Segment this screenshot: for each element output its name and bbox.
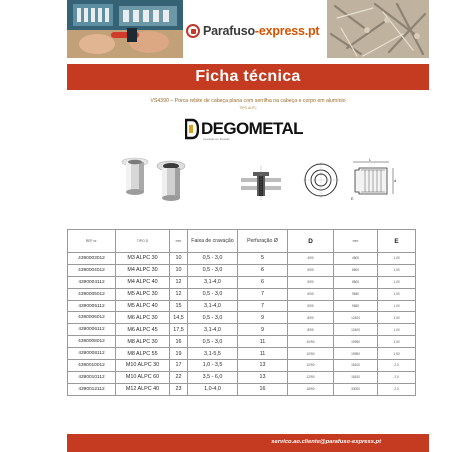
table-cell: 3,1-4,0 xyxy=(188,300,238,312)
logo-accent: -express.pt xyxy=(254,24,320,38)
table-row xyxy=(68,348,416,360)
table-cell: M10 ALPC 30 xyxy=(116,360,170,372)
table-cell: 14,5 xyxy=(170,312,188,324)
col-d: D xyxy=(288,230,334,253)
table-cell: 10/90 xyxy=(288,336,334,348)
table-cell: 16/90 xyxy=(288,383,334,395)
site-logo[interactable] xyxy=(186,24,319,38)
table-cell: 6/90 xyxy=(288,300,334,312)
table-row xyxy=(68,360,416,372)
table-cell: 4390003012 xyxy=(68,253,116,265)
table-cell: 17,5 xyxy=(170,324,188,336)
table-cell: M5 ALPC 40 xyxy=(116,300,170,312)
table-cell: 11 xyxy=(238,348,288,360)
table-cell: 19950 xyxy=(334,348,378,360)
table-cell: 0,5 - 3,0 xyxy=(188,264,238,276)
table-cell: 10 xyxy=(170,253,188,265)
table-cell: 13 xyxy=(238,360,288,372)
product-type-note: TIPO ALPC xyxy=(239,106,257,110)
table-cell: 1,00 xyxy=(378,276,416,288)
table-cell: 19950 xyxy=(334,336,378,348)
table-cell: 6 xyxy=(238,276,288,288)
table-cell: 10 xyxy=(170,264,188,276)
table-cell: M6 ALPC 45 xyxy=(116,324,170,336)
document-page xyxy=(23,0,429,452)
table-row xyxy=(68,336,416,348)
table-cell: 9650 xyxy=(334,300,378,312)
table-row xyxy=(68,253,416,265)
table-cell: 1,00 xyxy=(378,336,416,348)
table-row xyxy=(68,288,416,300)
degometal-logo-mark-icon xyxy=(185,118,199,140)
table-cell: 10/90 xyxy=(288,348,334,360)
table-cell: 9 xyxy=(238,312,288,324)
table-cell: M8 ALPC 30 xyxy=(116,336,170,348)
brand-tagline: Inovação em Fixação xyxy=(203,137,230,141)
table-cell: 4390004012 xyxy=(68,264,116,276)
table-cell: 18100 xyxy=(334,360,378,372)
table-cell: 4390008012 xyxy=(68,336,116,348)
table-cell: 9650 xyxy=(334,288,378,300)
table-cell: 0,5 - 3,0 xyxy=(188,336,238,348)
table-cell: 15 xyxy=(170,300,188,312)
table-cell: 11 xyxy=(238,336,288,348)
table-cell: 8800 xyxy=(334,264,378,276)
table-body xyxy=(68,253,416,396)
brand-name: DEGOMETAL xyxy=(201,119,303,138)
parafuso-logo-mark-icon xyxy=(186,24,200,38)
table-cell: 12400 xyxy=(334,324,378,336)
table-cell: 7 xyxy=(238,288,288,300)
table-cell: 1,00 xyxy=(378,300,416,312)
table-cell: 12/90 xyxy=(288,371,334,383)
table-cell: 4390006112 xyxy=(68,324,116,336)
table-cell: 23 xyxy=(170,383,188,395)
contact-email-link[interactable]: servico.ao.cliente@parafuso-express.pt xyxy=(271,439,381,445)
logo-main: Parafuso xyxy=(203,24,255,38)
table-cell: 5/90 xyxy=(288,264,334,276)
table-cell: 8/90 xyxy=(288,312,334,324)
table-cell: 4390012112 xyxy=(68,383,116,395)
table-cell: M4 ALPC 30 xyxy=(116,264,170,276)
svg-text:L: L xyxy=(369,158,372,162)
rivet-nut-photo-icon xyxy=(113,154,197,210)
table-cell: M8 ALPC 55 xyxy=(116,348,170,360)
page-title: Ficha técnica xyxy=(195,68,301,85)
table-cell: 1,00 xyxy=(378,264,416,276)
product-description: VS4390 – Porca rebite de cabeça plana com serrilha na cabeça e corpo em alumínio xyxy=(150,98,346,104)
col-e: E xyxy=(378,230,416,253)
table-cell: 16 xyxy=(170,336,188,348)
table-cell: 4/90 xyxy=(288,253,334,265)
table-cell: 1,00 xyxy=(378,324,416,336)
title-band xyxy=(67,64,429,90)
table-cell: 6/90 xyxy=(288,288,334,300)
table-header-row xyxy=(68,230,416,253)
table-cell: M10 ALPC 60 xyxy=(116,371,170,383)
col-mm: mm xyxy=(170,230,188,253)
spec-table xyxy=(67,229,416,396)
table-cell: 0,5 - 3,0 xyxy=(188,312,238,324)
table-cell: 16 xyxy=(238,383,288,395)
table-cell: 3,1-4,0 xyxy=(188,276,238,288)
table-row xyxy=(68,264,416,276)
table-cell: 22 xyxy=(170,371,188,383)
table-cell: 12 xyxy=(170,288,188,300)
spec-table-container xyxy=(67,229,415,396)
table-cell: M3 ALPC 30 xyxy=(116,253,170,265)
table-cell: 12/90 xyxy=(288,360,334,372)
table-cell: 4390005012 xyxy=(68,288,116,300)
table-row xyxy=(68,276,416,288)
table-cell: 4390010012 xyxy=(68,360,116,372)
table-cell: 7 xyxy=(238,300,288,312)
tools-photo xyxy=(67,0,183,58)
table-cell: 4390005112 xyxy=(68,300,116,312)
table-cell: 4800 xyxy=(334,253,378,265)
table-cell: 18100 xyxy=(334,371,378,383)
table-cell: 2,0 xyxy=(378,360,416,372)
table-cell: 2,0 xyxy=(378,383,416,395)
table-cell: M4 ALPC 40 xyxy=(116,276,170,288)
table-row xyxy=(68,300,416,312)
table-cell: 5/90 xyxy=(288,276,334,288)
dimension-diagram-icon xyxy=(349,158,399,204)
table-cell: 1,0-4,0 xyxy=(188,383,238,395)
table-cell: 19 xyxy=(170,348,188,360)
table-cell: 1,00 xyxy=(378,253,416,265)
table-cell: 13 xyxy=(238,371,288,383)
svg-text:E: E xyxy=(351,196,354,201)
table-cell: 4390006012 xyxy=(68,312,116,324)
table-cell: 1,00 xyxy=(378,312,416,324)
table-cell: 12 xyxy=(170,276,188,288)
product-images xyxy=(67,148,429,218)
table-row xyxy=(68,371,416,383)
table-cell: 8/90 xyxy=(288,324,334,336)
table-cell: 1,50 xyxy=(378,348,416,360)
table-cell: 6 xyxy=(238,264,288,276)
table-cell: 4390008112 xyxy=(68,348,116,360)
footer-band xyxy=(67,434,429,452)
table-cell: 0,5 - 3,0 xyxy=(188,253,238,265)
header xyxy=(23,0,429,58)
table-cell: 1,0 - 3,5 xyxy=(188,360,238,372)
screws-photo xyxy=(327,0,429,58)
logo-text xyxy=(203,24,319,38)
table-cell: 8800 xyxy=(334,276,378,288)
col-mm-2: mm xyxy=(334,230,378,253)
col-perfuracao: Perfuração Ø xyxy=(238,230,288,253)
table-cell: 3,1-4,0 xyxy=(188,324,238,336)
table-cell: 2,0 xyxy=(378,371,416,383)
table-cell: 9 xyxy=(238,324,288,336)
table-cell: M6 ALPC 30 xyxy=(116,312,170,324)
table-cell: 3,5 - 6,0 xyxy=(188,371,238,383)
table-cell: 17 xyxy=(170,360,188,372)
table-cell: M12 ALPC 40 xyxy=(116,383,170,395)
table-cell: 3,1-5,5 xyxy=(188,348,238,360)
table-row xyxy=(68,324,416,336)
col-tipo: TIPO D xyxy=(116,230,170,253)
svg-text:d: d xyxy=(394,178,397,183)
cross-section-diagram-icon xyxy=(239,164,283,202)
table-cell: M5 ALPC 30 xyxy=(116,288,170,300)
table-row xyxy=(68,312,416,324)
table-cell: 4390004112 xyxy=(68,276,116,288)
table-cell: 12400 xyxy=(334,312,378,324)
top-view-diagram-icon xyxy=(301,160,341,200)
table-cell: 1,00 xyxy=(378,288,416,300)
table-cell: 5 xyxy=(238,253,288,265)
table-cell: 0,5 - 3,0 xyxy=(188,288,238,300)
col-faixa: Faixa de cravação xyxy=(188,230,238,253)
table-cell: 33000 xyxy=(334,383,378,395)
col-ref: REF nr. xyxy=(68,230,116,253)
table-cell: 4390010112 xyxy=(68,371,116,383)
table-row xyxy=(68,383,416,395)
